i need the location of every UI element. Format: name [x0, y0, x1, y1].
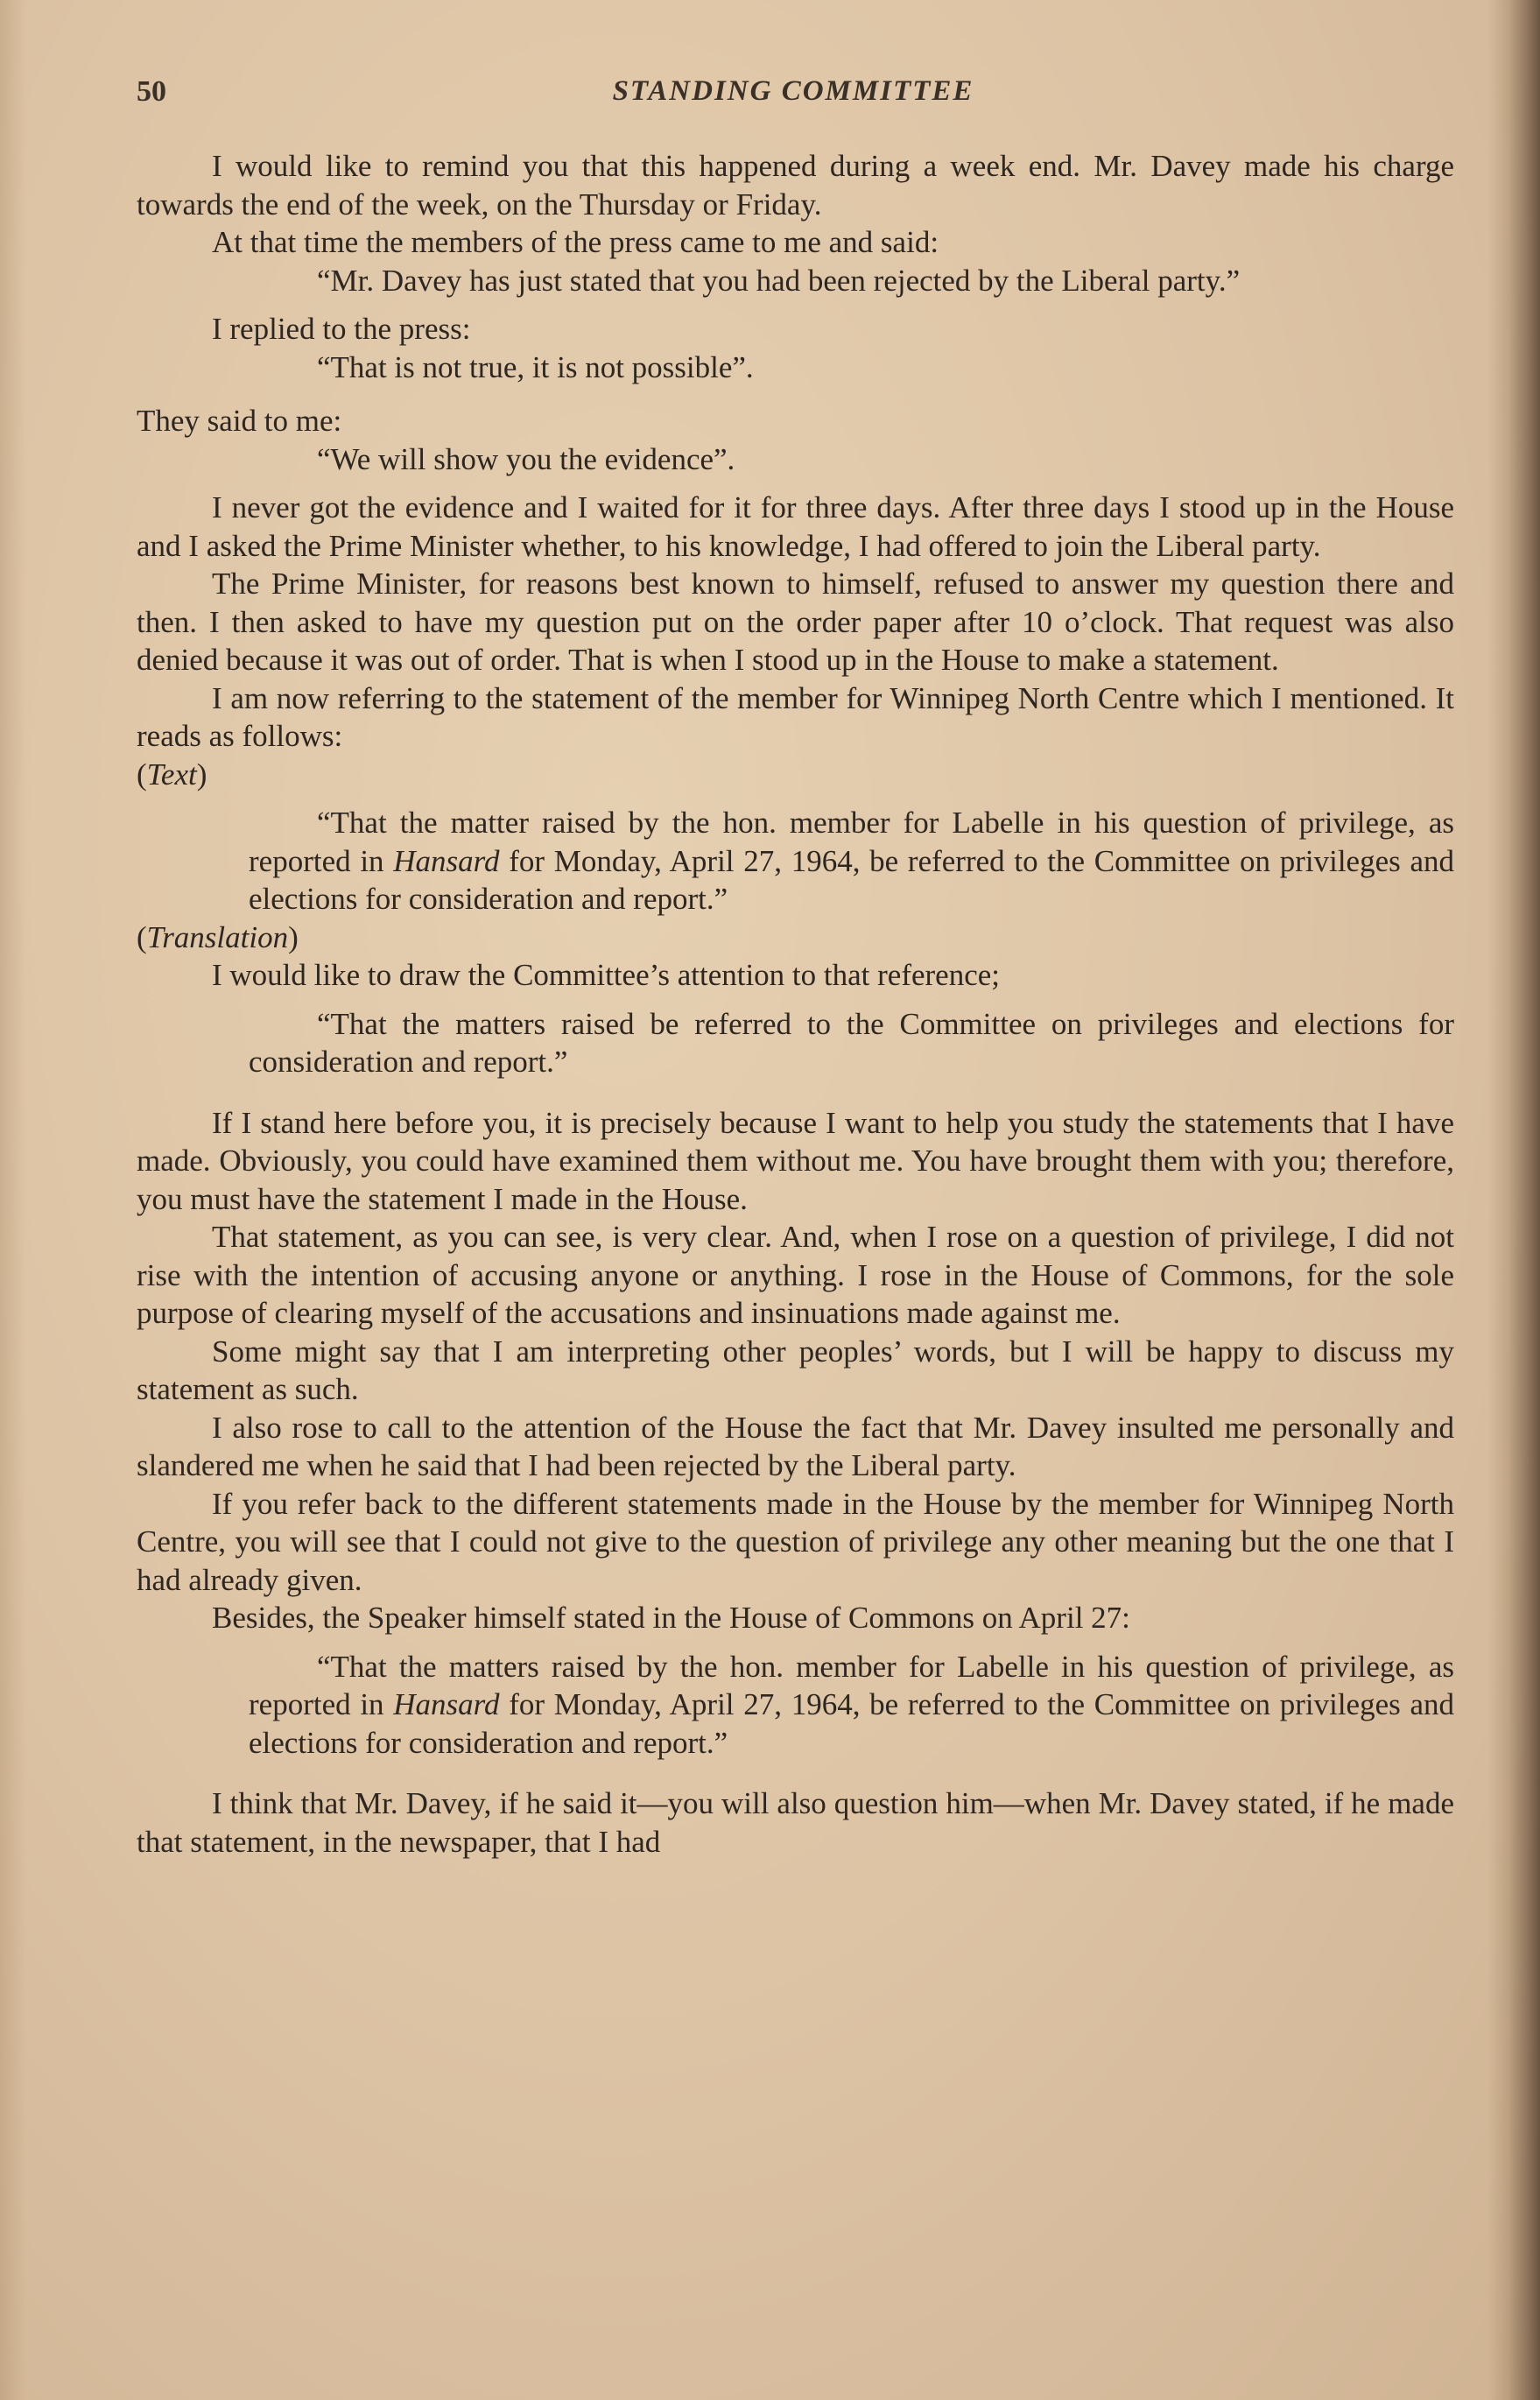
paragraph-13: If you refer back to the different statements made in the House by the member for Winnipeg North Centre, you will see that I could not give to the question of privilege any other meaning but the one that I had already given. [137, 1486, 1454, 1597]
section-label-text: (Text) [137, 757, 207, 792]
section-label-translation-word: Translation [146, 919, 289, 954]
quote-4-part-a: “That the matter raised by the hon. member for Labelle in his question of privilege, as reported in [249, 806, 1454, 878]
page-right-edge-shadow [1487, 0, 1540, 2400]
quote-3: “We will show you the evidence”. [317, 441, 735, 476]
paragraph-14: Besides, the Speaker himself stated in the House of Commons on April 27: [212, 1601, 1130, 1635]
paragraph-1: I would like to remind you that this happened during a week end. Mr. Davey made his charge towards the end of the week, on the Thursday or Friday. [137, 149, 1454, 222]
quote-6 [137, 1648, 1454, 1763]
running-head [137, 75, 1450, 119]
quote-4 [137, 804, 1454, 918]
quote-6-part-a: “That the matters raised by the hon. member for Labelle in his question of privilege, as reported in [249, 1649, 1454, 1721]
paragraph-5: I never got the evidence and I waited for it for three days. After three days I stood up in the House and I asked the Prime Minister whether, to his knowledge, I had offered to join the Liberal party. [137, 490, 1454, 563]
paragraph-6: The Prime Minister, for reasons best known to himself, refused to answer my question there and then. I then asked to have my question put on the order paper after 10 o’clock. That request was also denied because it was out of order. That is when I stood up in the House to make a statement. [137, 567, 1454, 677]
section-label-text-word: Text [146, 757, 197, 792]
paragraph-8: I would like to draw the Committee’s attention to that reference; [212, 958, 1001, 992]
paragraph-10: That statement, as you can see, is very clear. And, when I rose on a question of privilege, I did not rise with the intention of accusing anyone or anything. I rose in the House of Commons, for the sole purpose of clearing myself of the accusations and insinuations made against me. [137, 1220, 1454, 1330]
quote-5: “That the matters raised be referred to the Committee on privileges and elections for consideration and report.” [249, 1006, 1454, 1079]
paragraph-2: At that time the members of the press came to me and said: [212, 225, 939, 259]
page-title: STANDING COMMITTEE [612, 75, 974, 107]
quote-1: “Mr. Davey has just stated that you had been rejected by the Liberal party.” [317, 263, 1241, 298]
paragraph-12: I also rose to call to the attention of the House the fact that Mr. Davey insulted me personally and slandered me when he said that I had been rejected by the Liberal party. [137, 1410, 1454, 1482]
quote-6-part-b: for Monday, April 27, 1964, be referred to the Committee on privileges and elections for consideration and report.” [249, 1687, 1454, 1760]
paragraph-15: I think that Mr. Davey, if he said it—you will also question him—when Mr. Davey stated, if he made that statement, in the newspaper, that I had [137, 1786, 1454, 1859]
paragraph-3: I replied to the press: [212, 312, 471, 346]
paragraph-9: If I stand here before you, it is precisely because I want to help you study the statements that I have made. Obviously, you could have examined them without me. You have brought them with you; therefore, you must have the statement I made in the House. [137, 1105, 1454, 1216]
quote-6-hansard: Hansard [393, 1687, 500, 1721]
page-number: 50 [137, 75, 166, 108]
paragraph-7: I am now referring to the statement of the member for Winnipeg North Centre which I mentioned. It reads as follows: [137, 680, 1454, 753]
section-label-translation: (Translation) [137, 919, 299, 954]
paragraph-11: Some might say that I am interpreting other peoples’ words, but I will be happy to discuss my statement as such. [137, 1334, 1454, 1406]
page-left-edge [0, 0, 26, 2400]
quote-4-part-b: for Monday, April 27, 1964, be referred to the Committee on privileges and elections for consideration and report.” [249, 843, 1454, 916]
paragraph-4: They said to me: [137, 404, 342, 438]
quote-4-hansard: Hansard [393, 843, 500, 878]
page-body [137, 147, 1454, 1861]
quote-2: “That is not true, it is not possible”. [317, 349, 754, 384]
